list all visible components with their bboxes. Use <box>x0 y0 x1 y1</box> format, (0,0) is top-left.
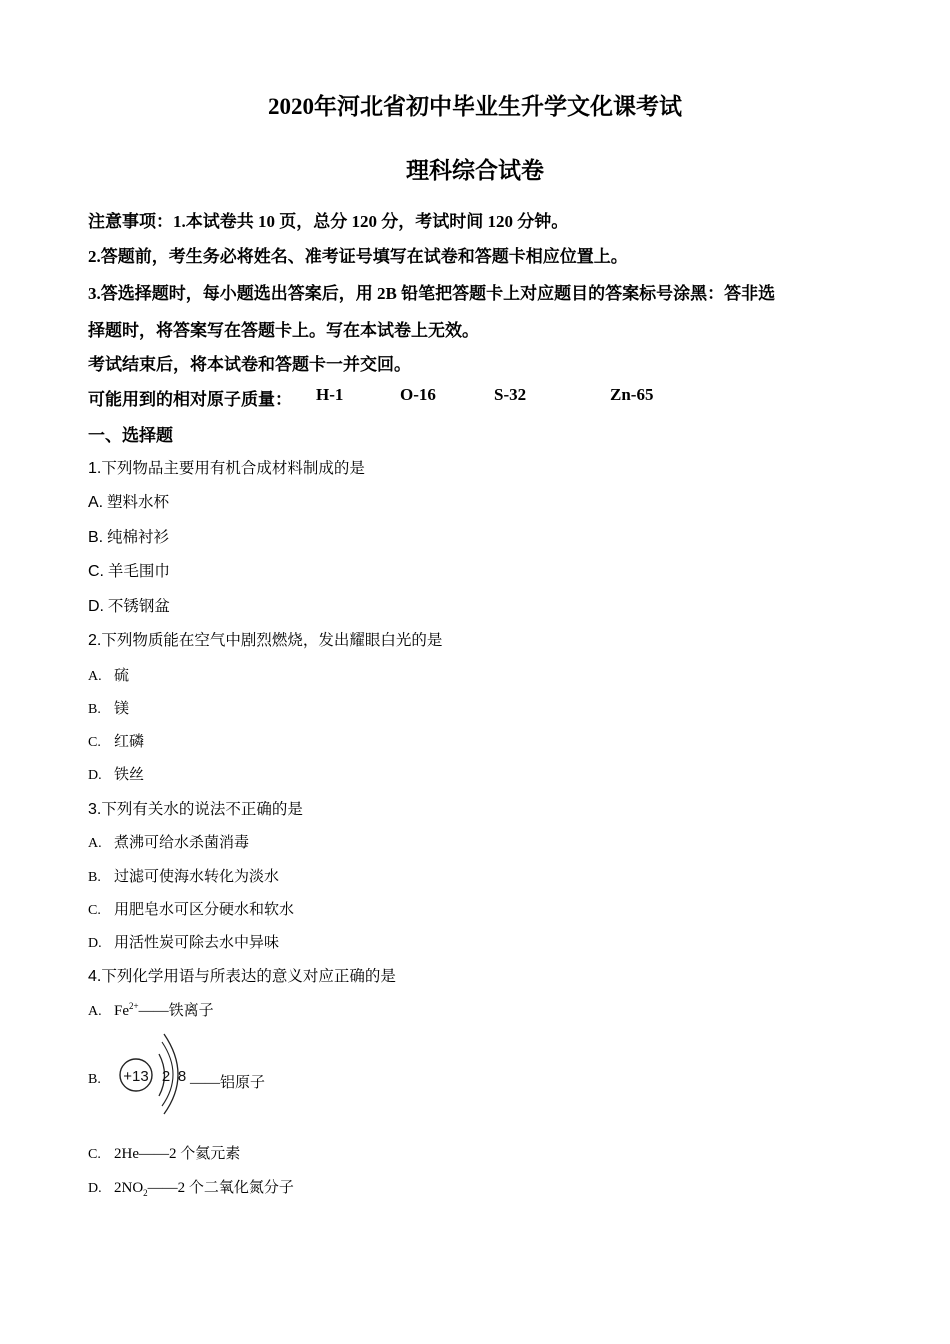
question-3-option-d: D. 用活性炭可除去水中异味 <box>88 935 280 951</box>
question-2-option-a: A. 硫 <box>88 668 130 684</box>
exam-title: 2020年河北省初中毕业生升学文化课考试 <box>268 94 682 119</box>
question-4-option-c: C. 2He——2 个氦元素 <box>88 1146 241 1162</box>
question-4-option-d: D. $2NO_2——2$ 个二氧化氮分子 <box>88 1180 294 1198</box>
question-3-stem: 3.下列有关水的说法不正确的是 <box>88 801 303 818</box>
atom-shell-1-electrons: 2 <box>161 1068 171 1085</box>
atom-structure-diagram <box>112 1030 194 1116</box>
question-4-option-b: B. <box>88 1072 101 1087</box>
question-2-stem: 2.下列物质能在空气中剧烈燃烧，发出耀眼白光的是 <box>88 632 443 649</box>
ion-symbol: Fe <box>114 1003 129 1019</box>
question-3-option-c: C. 用肥皂水可区分硬水和软水 <box>88 902 295 918</box>
section-title: 一、选择题 <box>88 426 173 445</box>
question-2-option-b: B. 镁 <box>88 701 130 717</box>
notes-line-2: 2.答题前，考生务必将姓名、准考证号填写在试卷和答题卡相应位置上。 <box>88 247 628 266</box>
question-3-option-a: A. 煮沸可给水杀菌消毒 <box>88 835 250 851</box>
ion-charge: 2+ <box>129 1001 139 1011</box>
question-4-option-a: A. $Fe^{2+}——$铁离子 <box>88 1001 214 1019</box>
question-3-option-b: B. 过滤可使海水转化为淡水 <box>88 869 280 885</box>
question-4-stem: 4.下列化学用语与所表达的意义对应正确的是 <box>88 968 396 985</box>
atomic-mass-h: H-1 <box>316 385 344 404</box>
question-2-option-c: C. 红磷 <box>88 734 145 750</box>
atom-nucleus-charge: +13 <box>123 1068 149 1085</box>
atom-shell-2-electrons: 8 <box>177 1068 187 1085</box>
question-1-option-c: C. 羊毛围巾 <box>88 563 170 580</box>
atomic-mass-zn: Zn-65 <box>610 385 654 404</box>
question-2-option-d: D. 铁丝 <box>88 767 145 783</box>
molecule-symbol: 2NO <box>114 1180 144 1196</box>
molecule-subscript: 2 <box>143 1188 148 1198</box>
notes-line-4: 考试结束后，将本试卷和答题卡一并交回。 <box>88 355 411 374</box>
notes-line-1: 注意事项：1.本试卷共 10 页，总分 120 分，考试时间 120 分钟。 <box>88 212 569 231</box>
atomic-mass-label: 可能用到的相对原子质量： <box>88 390 292 409</box>
atomic-mass-row <box>88 385 292 410</box>
atomic-mass-o: O-16 <box>400 385 436 404</box>
notes-line-3a: 3.答选择题时，每小题选出答案后，用 2B 铅笔把答题卡上对应题目的答案标号涂黑：答非选 <box>88 284 776 303</box>
question-4-option-b-text: ——铝原子 <box>190 1075 266 1091</box>
question-1-option-b: B. 纯棉衬衫 <box>88 529 170 546</box>
exam-subtitle: 理科综合试卷 <box>406 158 544 183</box>
atomic-mass-s: S-32 <box>494 385 527 404</box>
question-1-option-a: A. 塑料水杯 <box>88 494 170 511</box>
question-1-option-d: D. 不锈钢盆 <box>88 598 170 615</box>
question-1-stem: 1.下列物品主要用有机合成材料制成的是 <box>88 460 365 477</box>
notes-line-3b: 择题时，将答案写在答题卡上。写在本试卷上无效。 <box>88 321 479 340</box>
